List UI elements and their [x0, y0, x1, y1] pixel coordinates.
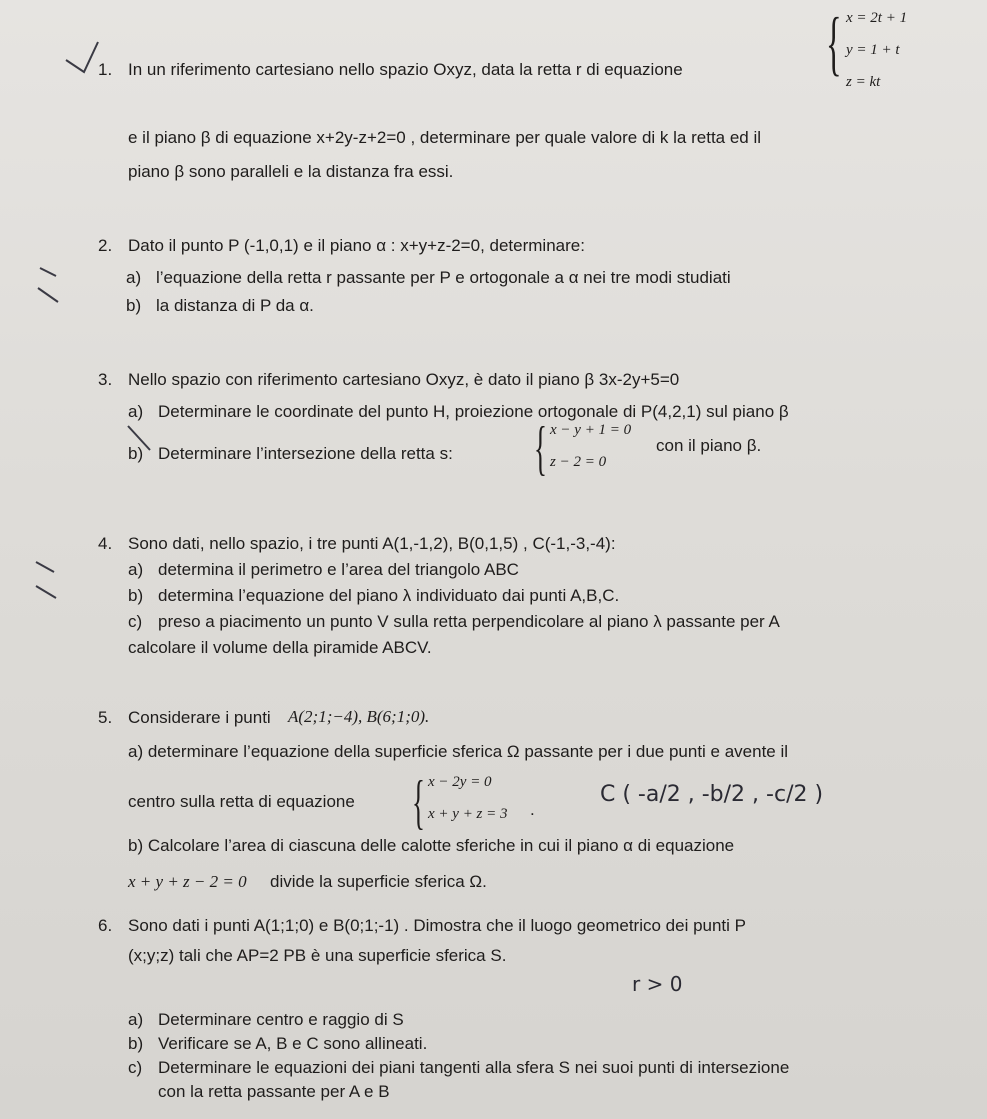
- ex5-brace: {: [412, 769, 425, 835]
- ex6-b-label: b): [128, 1034, 144, 1053]
- ex4-a-label: a): [128, 560, 144, 579]
- ex1-system-line-3: z = kt: [846, 74, 881, 90]
- ex6-c-text: Determinare le equazioni dei piani tangenti alla sfera S nei suoi punti di intersezione: [158, 1058, 790, 1077]
- ex6-number: 6.: [98, 916, 113, 935]
- ex5-b-equation: x + y + z − 2 = 0: [128, 872, 247, 891]
- strike-mark-2a: [40, 268, 56, 276]
- strike-mark-2b: [38, 288, 58, 302]
- ex2-b-text: la distanza di P da α.: [156, 296, 314, 315]
- ex1-system-line-2: y = 1 + t: [846, 42, 900, 58]
- ex3-text: Nello spazio con riferimento cartesiano Oxyz, è dato il piano β 3x-2y+5=0: [128, 370, 680, 389]
- handwritten-center-note: C ( -a/2 , -b/2 , -c/2 ): [600, 782, 824, 807]
- ex3-system-line-1: x − y + 1 = 0: [550, 422, 632, 438]
- ex5-a-text: a) determinare l’equazione della superficie sferica Ω passante per i due punti e avente il: [128, 742, 789, 761]
- ex6-a-text: Determinare centro e raggio di S: [158, 1010, 404, 1029]
- ex4-c-text: preso a piacimento un punto V sulla retta perpendicolare al piano λ passante per A: [158, 612, 780, 631]
- ex2-number: 2.: [98, 236, 113, 255]
- ex4-c-text2: calcolare il volume della piramide ABCV.: [128, 638, 432, 657]
- ex5-system-tail: .: [530, 800, 535, 819]
- ex4-c-label: c): [128, 612, 143, 631]
- ex5-a-text2: centro sulla retta di equazione: [128, 792, 355, 811]
- ex2-text: Dato il punto P (-1,0,1) e il piano α : x+y+z-2=0, determinare:: [128, 236, 585, 255]
- ex6-b-text: Verificare se A, B e C sono allineati.: [158, 1034, 428, 1053]
- ex4-number: 4.: [98, 534, 113, 553]
- ex3-system-line-2: z − 2 = 0: [550, 454, 607, 470]
- ex3-b-tail: con il piano β.: [656, 436, 762, 455]
- ex3-a-label: a): [128, 402, 144, 421]
- ex4-a-text: determina il perimetro e l’area del triangolo ABC: [158, 560, 519, 579]
- ex5-system-line-2: x + y + z = 3: [428, 806, 508, 822]
- handwritten-r-note: r > 0: [632, 972, 683, 996]
- ex1-number: 1.: [98, 60, 113, 79]
- ex5-text: Considerare i punti: [128, 708, 271, 727]
- ex6-text2: (x;y;z) tali che AP=2 PB è una superficie sferica S.: [128, 946, 507, 965]
- ex5-points: A(2;1;−4), B(6;1;0).: [288, 707, 430, 726]
- ex2-a-text: l’equazione della retta r passante per P e ortogonale a α nei tre modi studiati: [156, 268, 731, 287]
- ex3-b-text: Determinare l’intersezione della retta s:: [158, 444, 453, 463]
- ex3-b-label: b): [128, 444, 144, 463]
- ex4-text: Sono dati, nello spazio, i tre punti A(1,-1,2), B(0,1,5) , C(-1,-3,-4):: [128, 534, 616, 553]
- ex6-a-label: a): [128, 1010, 144, 1029]
- strike-mark-4a: [36, 562, 54, 572]
- ex3-brace: {: [534, 415, 547, 481]
- ex6-text: Sono dati i punti A(1;1;0) e B(0;1;-1) . Dimostra che il luogo geometrico dei punti P: [128, 916, 746, 935]
- ex6-c-label: c): [128, 1058, 143, 1077]
- ex2-b-label: b): [126, 296, 142, 315]
- checkmark-icon: [66, 42, 98, 72]
- ex1-text: In un riferimento cartesiano nello spazio Oxyz, data la retta r di equazione: [128, 60, 683, 79]
- ex5-b-tail: divide la superficie sferica Ω.: [270, 872, 487, 891]
- ex5-b-text: b) Calcolare l’area di ciascuna delle calotte sferiche in cui il piano α di equazione: [128, 836, 735, 855]
- ex4-b-label: b): [128, 586, 144, 605]
- ex3-a-text: Determinare le coordinate del punto H, proiezione ortogonale di P(4,2,1) sul piano β: [158, 402, 789, 421]
- ex2-a-label: a): [126, 268, 142, 287]
- ex5-number: 5.: [98, 708, 113, 727]
- ex4-b-text: determina l’equazione del piano λ individuato dai punti A,B,C.: [158, 586, 620, 605]
- ex3-number: 3.: [98, 370, 113, 389]
- ex5-system-line-1: x − 2y = 0: [428, 774, 492, 790]
- ex1-system-line-1: x = 2t + 1: [846, 10, 908, 26]
- ex1-brace: {: [826, 3, 842, 83]
- ex6-c-text2: con la retta passante per A e B: [158, 1082, 390, 1101]
- ex1-line2: e il piano β di equazione x+2y-z+2=0 , determinare per quale valore di k la retta ed il: [128, 128, 762, 147]
- ex1-line3: piano β sono paralleli e la distanza fra essi.: [128, 162, 454, 181]
- strike-mark-4b: [36, 586, 56, 598]
